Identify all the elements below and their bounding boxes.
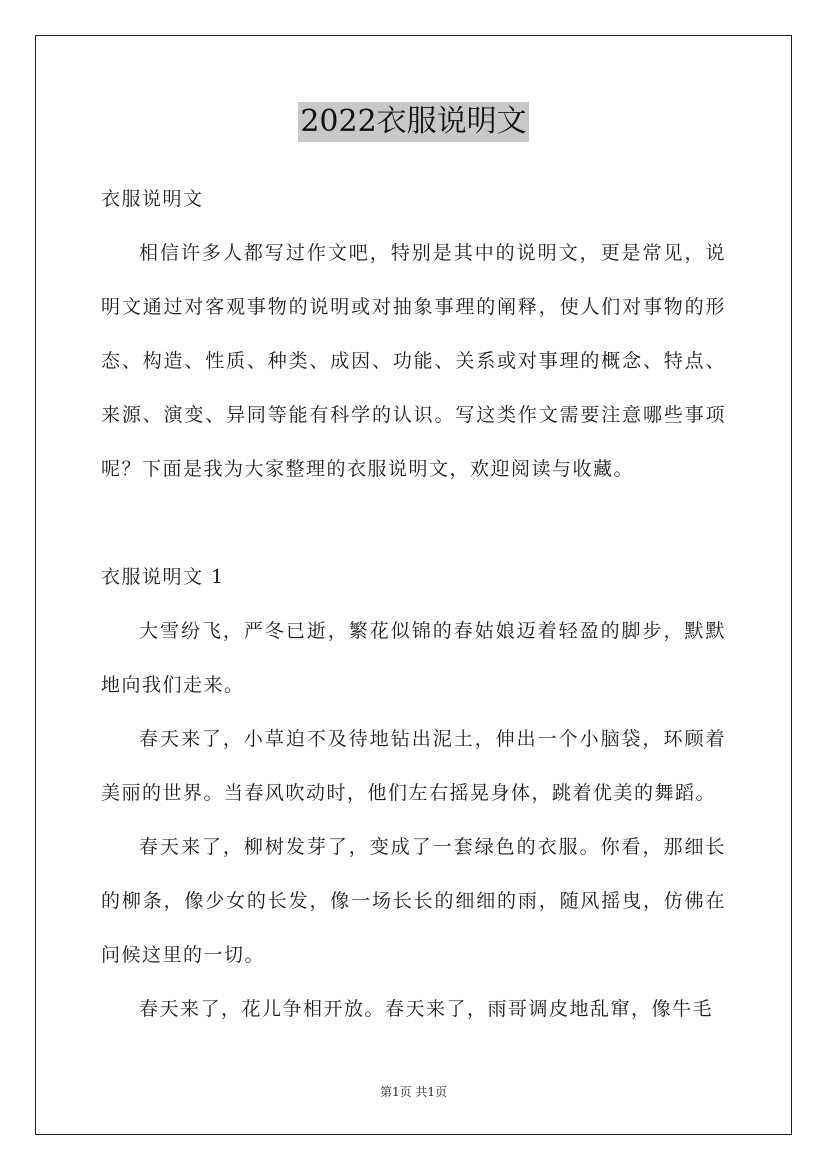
section1-heading: 衣服说明文 1 <box>101 566 225 588</box>
section1-paragraph-1: 大雪纷飞，严冬已逝，繁花似锦的春姑娘迈着轻盈的脚步，默默地向我们走来。 <box>101 620 726 696</box>
page-number-label: 第1页 共1页 <box>379 1085 448 1099</box>
document-body <box>101 172 726 1036</box>
intro-paragraph: 相信许多人都写过作文吧，特别是其中的说明文，更是常见，说明文通过对客观事物的说明或对抽象事理的阐释，使人们对事物的形态、构造、性质、种类、成因、功能、关系或对事理的概念、特点、来源、演变、异同等能有科学的认识。写这类作文需要注意哪些事项呢？下面是我为大家整理的衣服说明文，欢迎阅读与收藏。 <box>101 242 726 480</box>
page-footer <box>0 1083 827 1100</box>
title-container <box>0 102 827 142</box>
section-gap <box>101 496 726 550</box>
section1-paragraph-4: 春天来了，花儿争相开放。春天来了，雨哥调皮地乱窜，像牛毛 <box>139 998 714 1020</box>
section1-paragraph-2: 春天来了，小草迫不及待地钻出泥土，伸出一个小脑袋，环顾着美丽的世界。当春风吹动时，他们左右摇晃身体，跳着优美的舞蹈。 <box>101 728 726 804</box>
intro-heading: 衣服说明文 <box>101 188 204 210</box>
document-title: 2022衣服说明文 <box>298 102 528 142</box>
section1-paragraph-3: 春天来了，柳树发芽了，变成了一套绿色的衣服。你看，那细长的柳条，像少女的长发，像一场长长的细细的雨，随风摇曳，仿佛在问候这里的一切。 <box>101 836 726 966</box>
